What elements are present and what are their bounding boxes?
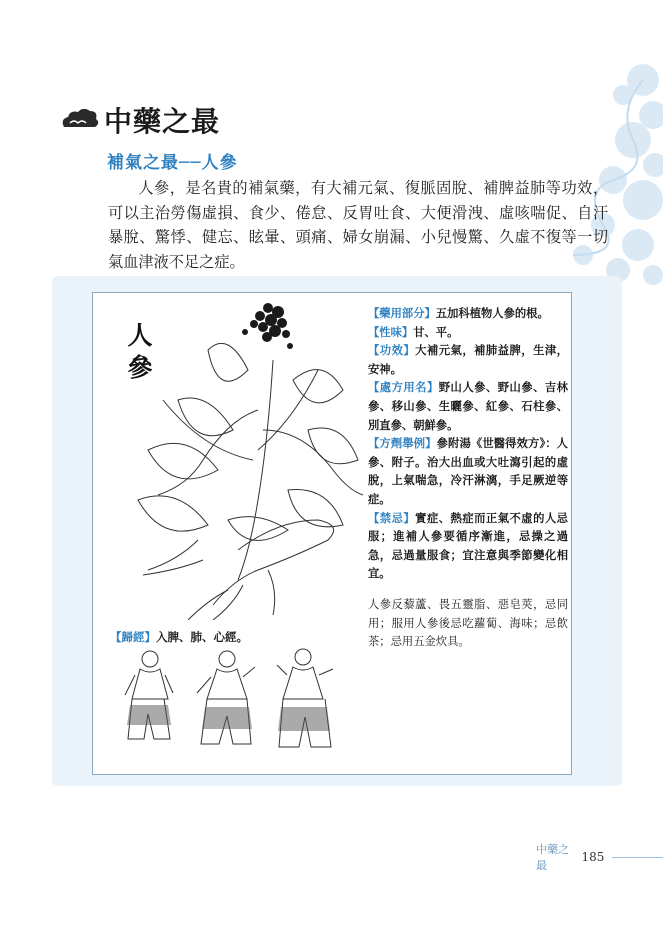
intro-text: 人參，是名貴的補氣藥，有大補元氣、復脈固脫、補脾益肺等功效，可以主治勞傷虛損、食少、倦怠、反胃吐食、大便滑洩、虛咳喘促、自汗暴脫、驚悸、健忘、眩暈、頭痛、婦女崩漏、小兒慢驚、久虛不復等一切氣血津液不足之症。 [108,179,608,271]
info-entry [368,305,568,324]
info-entry [368,435,568,509]
entry-tag: 【處方用名】 [368,381,439,395]
cloud-icon [60,109,100,131]
meridian-line [110,629,248,645]
caution-note: 人參反藜蘆、畏五靈脂、惡皂莢，忌同用；服用人參後忌吃蘿蔔、海味；忌飲茶；忌用五金炊具。 [368,597,568,649]
entry-tag: 【性味】 [368,325,414,339]
entry-text: 五加科植物人參的根。 [435,307,549,320]
page-footer [536,841,663,873]
figures-illustration [115,645,345,755]
meridian-text: 入脾、肺、心經。 [156,630,248,644]
entry-tag: 【方劑舉例】 [368,437,437,451]
info-entry [368,379,568,435]
entry-tag: 【功效】 [368,344,416,358]
entry-tag: 【藥用部分】 [368,307,436,320]
entry-tag: 【禁忌】 [368,511,416,525]
info-entry [368,324,568,343]
footer-rule [612,857,663,858]
page-number: 185 [581,850,605,864]
section-heading [60,100,220,140]
intro-paragraph [108,176,608,274]
info-entry [368,342,568,379]
footer-label: 中藥之最 [536,843,569,872]
entry-text: 參附湯《世醫得效方》：人參、附子。治大出血或大吐瀉引起的虛脫，上氣喘急，冷汗淋漓，手足厥逆等症。 [368,437,568,506]
meridian-tag: 【歸經】 [110,630,156,644]
entry-text: 實症、熱症而正氣不虛的人忌服；進補人參要循序漸進，忌操之過急，忌過量服食；宜注意與季節變化相宜。 [368,511,568,581]
herb-name: 人參 [127,321,153,382]
entry-text: 甘、平。 [413,325,459,339]
subheading: 補氣之最──人參 [107,153,238,173]
herb-info [368,305,568,652]
entry-text: 野山人參、野山參、吉林參、移山參、生曬參、紅參、石柱參、別直參、朝鮮參。 [368,381,568,432]
page-title: 中藥之最 [104,105,221,138]
entry-text: 大補元氣，補肺益脾，生津，安神。 [368,344,568,376]
info-entry [368,510,568,584]
